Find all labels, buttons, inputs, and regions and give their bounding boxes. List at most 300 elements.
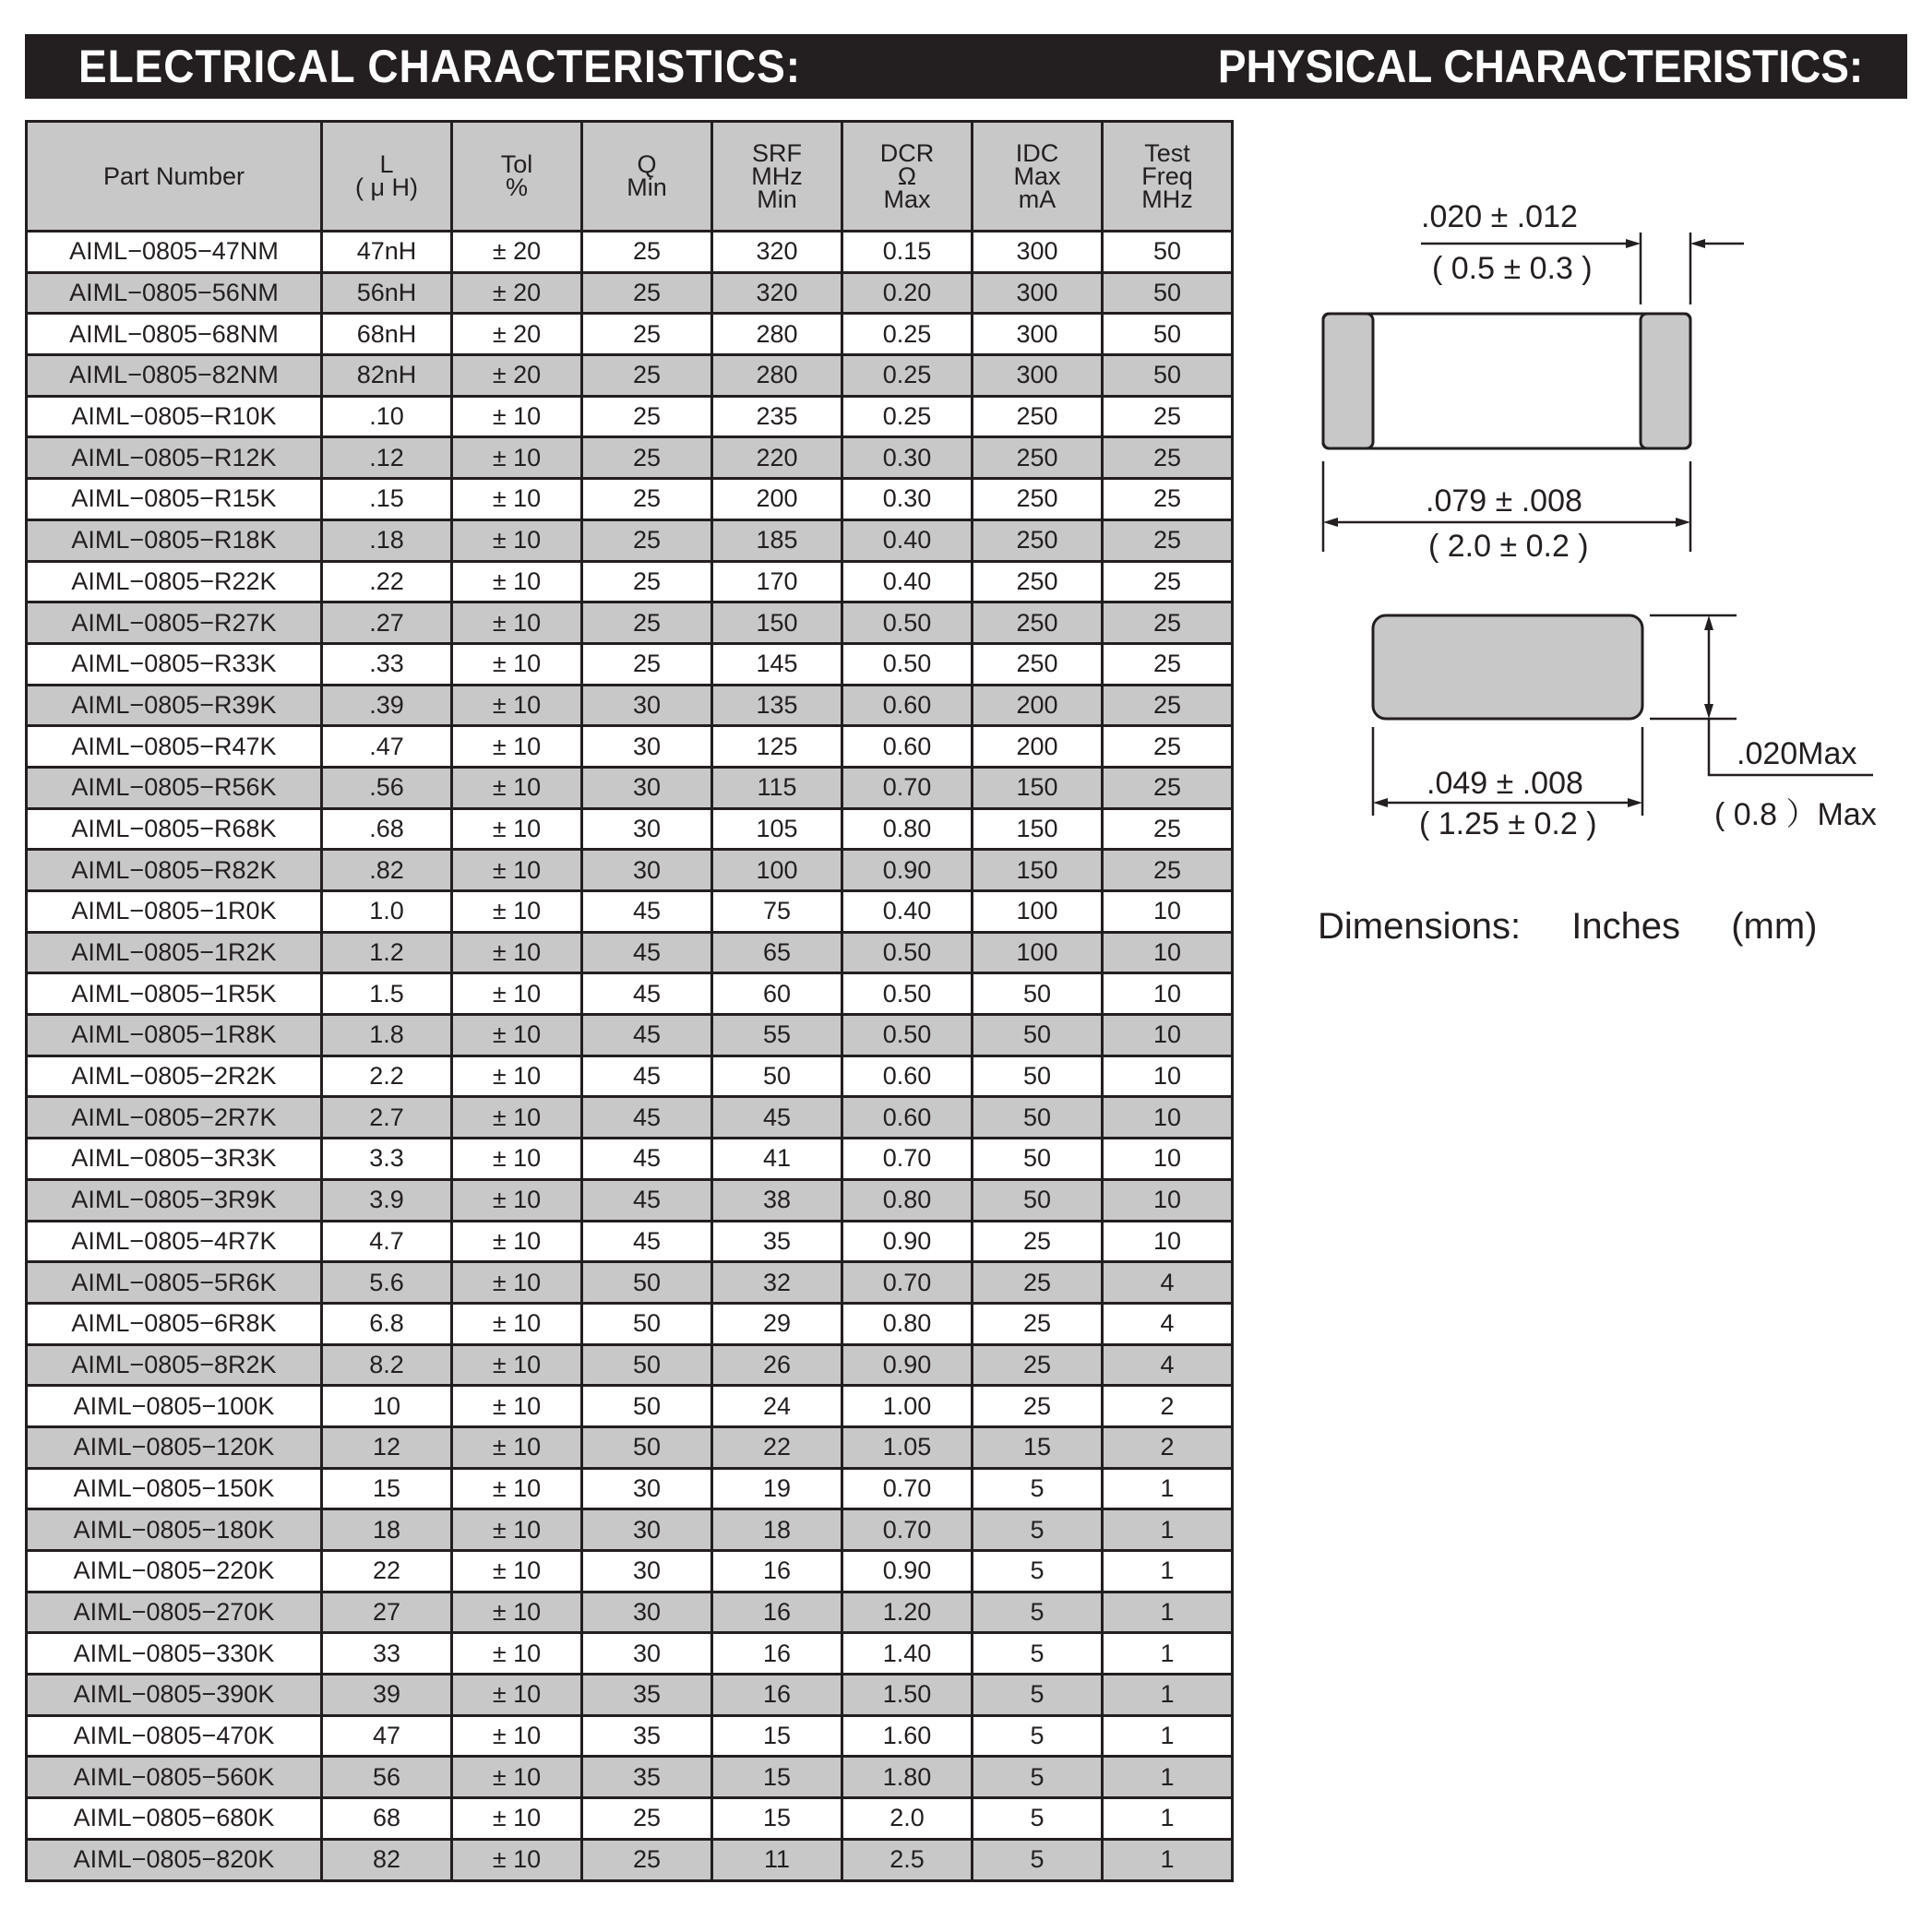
table-row [27, 1675, 1233, 1716]
table-cell: 25 [973, 1262, 1103, 1304]
table-cell: 25 [973, 1303, 1103, 1344]
table-cell: ± 10 [452, 1303, 582, 1344]
part-number-cell: AIML−0805−R15K [27, 479, 322, 520]
table-cell: 105 [712, 808, 842, 850]
table-cell: .68 [322, 808, 452, 850]
table-cell: 1.60 [842, 1715, 973, 1757]
table-cell: ± 10 [452, 1262, 582, 1304]
part-number-cell: AIML−0805−R33K [27, 643, 322, 685]
table-cell: 18 [322, 1509, 452, 1551]
table-cell: ± 10 [452, 1839, 582, 1880]
table-cell: 30 [582, 850, 712, 891]
part-number-cell: AIML−0805−R39K [27, 685, 322, 726]
table-cell: ± 10 [452, 1139, 582, 1180]
table-cell: 45 [582, 1179, 712, 1221]
part-number-cell: AIML−0805−180K [27, 1509, 322, 1551]
part-number-cell: AIML−0805−R82K [27, 850, 322, 891]
table-row [27, 1015, 1233, 1056]
table-row [27, 1798, 1233, 1840]
table-cell: 320 [712, 232, 842, 273]
table-cell: 10 [1103, 1221, 1233, 1262]
dimensions-caption [1318, 906, 1857, 948]
table-cell: 1 [1103, 1757, 1233, 1798]
table-cell: 35 [712, 1221, 842, 1262]
table-cell: 1.8 [322, 1015, 452, 1056]
table-cell: 25 [1103, 437, 1233, 479]
table-cell: 50 [582, 1303, 712, 1344]
table-cell: 24 [712, 1386, 842, 1427]
table-row [27, 602, 1233, 644]
table-cell: 25 [582, 1798, 712, 1840]
column-header-line: Freq [1141, 161, 1193, 190]
table-cell: ± 10 [452, 973, 582, 1015]
component-body-side-view [1373, 615, 1642, 719]
table-row [27, 767, 1233, 808]
table-cell: 300 [973, 272, 1103, 314]
table-cell: 5 [973, 1798, 1103, 1840]
table-cell: 1.00 [842, 1386, 973, 1427]
table-cell: 250 [973, 561, 1103, 602]
table-cell: 200 [973, 685, 1103, 726]
table-cell: 1 [1103, 1633, 1233, 1675]
table-cell: 32 [712, 1262, 842, 1304]
table-cell: 150 [973, 850, 1103, 891]
table-cell: 185 [712, 519, 842, 561]
table-row [27, 726, 1233, 768]
table-cell: ± 10 [452, 1386, 582, 1427]
table-cell: 1.05 [842, 1426, 973, 1468]
table-cell: 10 [1103, 891, 1233, 933]
table-cell: 100 [712, 850, 842, 891]
terminal-width-mm: ( 0.5 ± 0.3 ) [1432, 251, 1593, 286]
part-number-cell: AIML−0805−820K [27, 1839, 322, 1880]
table-cell: 0.20 [842, 272, 973, 314]
column-header-line: SRF [752, 138, 802, 167]
table-cell: 25 [1103, 396, 1233, 437]
table-cell: 22 [712, 1426, 842, 1468]
table-cell: 0.80 [842, 1303, 973, 1344]
table-cell: 170 [712, 561, 842, 602]
part-number-cell: AIML−0805−R68K [27, 808, 322, 850]
table-cell: 26 [712, 1344, 842, 1386]
table-cell: 25 [973, 1221, 1103, 1262]
table-cell: 30 [582, 1509, 712, 1551]
table-cell: 41 [712, 1139, 842, 1180]
table-row [27, 1839, 1233, 1880]
table-cell: ± 10 [452, 932, 582, 973]
part-number-cell: AIML−0805−2R7K [27, 1097, 322, 1139]
table-cell: ± 10 [452, 602, 582, 644]
table-cell: 50 [582, 1262, 712, 1304]
width-mm: ( 1.25 ± 0.2 ) [1419, 806, 1597, 841]
length-mm: ( 2.0 ± 0.2 ) [1428, 529, 1589, 564]
table-cell: 45 [582, 1097, 712, 1139]
table-cell: 56nH [322, 272, 452, 314]
table-cell: 30 [582, 767, 712, 808]
table-cell: 5 [973, 1633, 1103, 1675]
table-row [27, 396, 1233, 437]
table-cell: ± 10 [452, 1468, 582, 1509]
table-cell: 25 [1103, 767, 1233, 808]
table-row [27, 479, 1233, 520]
table-cell: ± 20 [452, 355, 582, 397]
table-row [27, 561, 1233, 602]
part-number-cell: AIML−0805−82NM [27, 355, 322, 397]
table-cell: 0.70 [842, 767, 973, 808]
column-header-line: Tol [500, 150, 533, 178]
table-row [27, 1426, 1233, 1468]
table-cell: ± 10 [452, 1757, 582, 1798]
column-header-line: ( μ H) [354, 173, 419, 201]
electrical-characteristics-table [25, 120, 1234, 1882]
table-cell: 50 [973, 1097, 1103, 1139]
part-number-cell: AIML−0805−1R2K [27, 932, 322, 973]
table-cell: 0.70 [842, 1262, 973, 1304]
table-cell: 4 [1103, 1262, 1233, 1304]
table-cell: ± 20 [452, 314, 582, 355]
table-cell: 150 [973, 767, 1103, 808]
table-cell: 25 [1103, 685, 1233, 726]
table-cell: 30 [582, 1551, 712, 1592]
table-cell: 150 [973, 808, 1103, 850]
table-cell: 30 [582, 1633, 712, 1675]
table-row [27, 272, 1233, 314]
table-cell: 18 [712, 1509, 842, 1551]
table-cell: 0.80 [842, 808, 973, 850]
table-cell: ± 10 [452, 767, 582, 808]
table-row [27, 1633, 1233, 1675]
table-cell: 15 [712, 1757, 842, 1798]
part-number-cell: AIML−0805−270K [27, 1592, 322, 1633]
table-cell: 3.3 [322, 1139, 452, 1180]
table-row [27, 1592, 1233, 1633]
table-cell: 0.90 [842, 1221, 973, 1262]
table-cell: .56 [322, 767, 452, 808]
column-header [842, 122, 973, 232]
part-number-cell: AIML−0805−R12K [27, 437, 322, 479]
part-number-cell: AIML−0805−1R8K [27, 1015, 322, 1056]
table-cell: 30 [582, 1468, 712, 1509]
table-cell: .15 [322, 479, 452, 520]
table-cell: 50 [1103, 355, 1233, 397]
table-row [27, 519, 1233, 561]
table-cell: ± 20 [452, 272, 582, 314]
table-row [27, 1097, 1233, 1139]
part-number-cell: AIML−0805−R18K [27, 519, 322, 561]
table-cell: 30 [582, 808, 712, 850]
table-cell: 1.80 [842, 1757, 973, 1798]
table-cell: 39 [322, 1675, 452, 1716]
part-number-cell: AIML−0805−100K [27, 1386, 322, 1427]
table-cell: 25 [1103, 479, 1233, 520]
table-cell: 25 [582, 602, 712, 644]
table-cell: 38 [712, 1179, 842, 1221]
table-cell: 0.60 [842, 726, 973, 768]
column-header-line: Test [1144, 138, 1190, 167]
table-row [27, 643, 1233, 685]
table-cell: 12 [322, 1426, 452, 1468]
table-cell: .47 [322, 726, 452, 768]
table-cell: 1 [1103, 1715, 1233, 1757]
table-cell: 1 [1103, 1509, 1233, 1551]
table-cell: 0.60 [842, 1097, 973, 1139]
table-cell: ± 10 [452, 1055, 582, 1097]
table-cell: 25 [582, 561, 712, 602]
column-header [582, 122, 712, 232]
table-cell: 16 [712, 1592, 842, 1633]
part-number-cell: AIML−0805−330K [27, 1633, 322, 1675]
table-cell: ± 10 [452, 1179, 582, 1221]
part-number-cell: AIML−0805−680K [27, 1798, 322, 1840]
table-cell: 25 [582, 519, 712, 561]
table-cell: 4.7 [322, 1221, 452, 1262]
table-cell: 68 [322, 1798, 452, 1840]
table-cell: 250 [973, 602, 1103, 644]
table-cell: 56 [322, 1757, 452, 1798]
table-cell: 0.30 [842, 479, 973, 520]
table-cell: 2.2 [322, 1055, 452, 1097]
table-cell: 35 [582, 1675, 712, 1716]
table-cell: 5 [973, 1592, 1103, 1633]
column-header-line: Max [883, 185, 931, 213]
table-cell: ± 10 [452, 561, 582, 602]
table-cell: 250 [973, 519, 1103, 561]
table-cell: 0.30 [842, 437, 973, 479]
part-number-cell: AIML−0805−3R9K [27, 1179, 322, 1221]
part-number-cell: AIML−0805−390K [27, 1675, 322, 1716]
table-cell: ± 10 [452, 1715, 582, 1757]
table-cell: 47nH [322, 232, 452, 273]
part-number-cell: AIML−0805−56NM [27, 272, 322, 314]
table-cell: 15 [322, 1468, 452, 1509]
table-row [27, 973, 1233, 1015]
table-cell: .22 [322, 561, 452, 602]
table-cell: ± 10 [452, 396, 582, 437]
table-row [27, 1468, 1233, 1509]
column-header [712, 122, 842, 232]
table-cell: 55 [712, 1015, 842, 1056]
table-cell: ± 10 [452, 1344, 582, 1386]
height-mm: ( 0.8 ）Max [1714, 797, 1877, 832]
column-header-line: Min [627, 173, 667, 201]
component-body-top-view [1323, 314, 1690, 448]
table-cell: 45 [582, 1221, 712, 1262]
table-cell: 235 [712, 396, 842, 437]
column-header [322, 122, 452, 232]
table-row [27, 1262, 1233, 1304]
table-row [27, 1055, 1233, 1097]
table-cell: 280 [712, 355, 842, 397]
part-number-cell: AIML−0805−2R2K [27, 1055, 322, 1097]
table-cell: 1 [1103, 1468, 1233, 1509]
table-cell: 60 [712, 973, 842, 1015]
table-row [27, 932, 1233, 973]
part-number-cell: AIML−0805−6R8K [27, 1303, 322, 1344]
column-header-line: Q [637, 150, 657, 178]
table-cell: 25 [582, 396, 712, 437]
table-cell: 10 [1103, 932, 1233, 973]
table-cell: 0.50 [842, 643, 973, 685]
table-cell: 68nH [322, 314, 452, 355]
table-cell: 25 [1103, 850, 1233, 891]
column-header-line: Min [757, 185, 797, 213]
table-cell: 1.2 [322, 932, 452, 973]
table-cell: 25 [582, 643, 712, 685]
table-cell: 25 [582, 355, 712, 397]
table-cell: ± 10 [452, 1015, 582, 1056]
table-row [27, 314, 1233, 355]
part-number-cell: AIML−0805−1R5K [27, 973, 322, 1015]
table-cell: 220 [712, 437, 842, 479]
table-cell: 5 [973, 1509, 1103, 1551]
table-row [27, 355, 1233, 397]
table-row [27, 437, 1233, 479]
table-cell: 16 [712, 1675, 842, 1716]
table-cell: ± 10 [452, 1426, 582, 1468]
table-cell: ± 10 [452, 479, 582, 520]
part-number-cell: AIML−0805−8R2K [27, 1344, 322, 1386]
part-number-cell: AIML−0805−R47K [27, 726, 322, 768]
part-number-cell: AIML−0805−560K [27, 1757, 322, 1798]
table-cell: 27 [322, 1592, 452, 1633]
part-number-cell: AIML−0805−5R6K [27, 1262, 322, 1304]
table-cell: 250 [973, 437, 1103, 479]
column-header-line: DCR [879, 138, 935, 167]
table-cell: 50 [712, 1055, 842, 1097]
table-cell: 10 [1103, 1097, 1233, 1139]
physical-dimensions-drawing [1301, 166, 1901, 996]
table-row [27, 1344, 1233, 1386]
table-cell: ± 10 [452, 1592, 582, 1633]
table-cell: 300 [973, 232, 1103, 273]
table-cell: ± 10 [452, 1221, 582, 1262]
column-header-line: MHz [751, 161, 803, 190]
table-header-row [27, 122, 1233, 232]
table-cell: .12 [322, 437, 452, 479]
part-number-cell: AIML−0805−470K [27, 1715, 322, 1757]
caption-mm: (mm) [1731, 906, 1818, 947]
part-number-cell: AIML−0805−R22K [27, 561, 322, 602]
table-cell: 33 [322, 1633, 452, 1675]
table-cell: 5 [973, 1551, 1103, 1592]
electrical-characteristics-title: ELECTRICAL CHARACTERISTICS: [78, 41, 801, 92]
table-row [27, 1509, 1233, 1551]
table-cell: 25 [582, 232, 712, 273]
table-cell: 22 [322, 1551, 452, 1592]
table-cell: 100 [973, 932, 1103, 973]
part-number-cell: AIML−0805−4R7K [27, 1221, 322, 1262]
table-row [27, 232, 1233, 273]
table-cell: 45 [582, 932, 712, 973]
table-cell: 0.40 [842, 561, 973, 602]
table-cell: 45 [582, 891, 712, 933]
table-row [27, 850, 1233, 891]
table-cell: 115 [712, 767, 842, 808]
table-cell: ± 10 [452, 1097, 582, 1139]
table-cell: 1 [1103, 1592, 1233, 1633]
table-cell: 2 [1103, 1386, 1233, 1427]
width-inches: .049 ± .008 [1427, 766, 1583, 801]
table-row [27, 1139, 1233, 1180]
left-terminal [1323, 314, 1373, 448]
table-cell: 250 [973, 479, 1103, 520]
table-row [27, 1303, 1233, 1344]
table-cell: 50 [973, 1179, 1103, 1221]
column-header [1103, 122, 1233, 232]
part-number-cell: AIML−0805−R56K [27, 767, 322, 808]
table-cell: 65 [712, 932, 842, 973]
table-cell: 25 [973, 1386, 1103, 1427]
table-row [27, 1757, 1233, 1798]
table-cell: 200 [973, 726, 1103, 768]
table-cell: 0.70 [842, 1468, 973, 1509]
table-cell: 0.70 [842, 1509, 973, 1551]
table-cell: 5 [973, 1839, 1103, 1880]
column-header [973, 122, 1103, 232]
table-cell: ± 10 [452, 1798, 582, 1840]
height-inches: .020Max [1737, 736, 1857, 771]
table-cell: 10 [1103, 1015, 1233, 1056]
table-cell: 45 [582, 973, 712, 1015]
table-body [27, 232, 1233, 1881]
table-cell: 30 [582, 1592, 712, 1633]
table-cell: 15 [712, 1715, 842, 1757]
table-cell: 0.50 [842, 602, 973, 644]
table-cell: 50 [582, 1344, 712, 1386]
table-cell: 5 [973, 1468, 1103, 1509]
table-cell: 25 [1103, 643, 1233, 685]
table-cell: 10 [1103, 1055, 1233, 1097]
table-cell: 50 [582, 1386, 712, 1427]
table-cell: 0.80 [842, 1179, 973, 1221]
table-cell: .27 [322, 602, 452, 644]
table-cell: ± 10 [452, 437, 582, 479]
column-header-line: mA [1018, 185, 1057, 213]
table-cell: 300 [973, 314, 1103, 355]
part-number-cell: AIML−0805−220K [27, 1551, 322, 1592]
table-cell: 10 [322, 1386, 452, 1427]
table-cell: 25 [582, 272, 712, 314]
table-cell: ± 10 [452, 726, 582, 768]
table-cell: 2.7 [322, 1097, 452, 1139]
column-header-line: L [379, 150, 394, 178]
table-row [27, 1221, 1233, 1262]
table-cell: 50 [582, 1426, 712, 1468]
part-number-cell: AIML−0805−68NM [27, 314, 322, 355]
table-cell: 0.40 [842, 891, 973, 933]
part-number-cell: AIML−0805−120K [27, 1426, 322, 1468]
table-cell: ± 10 [452, 685, 582, 726]
table-cell: ± 10 [452, 891, 582, 933]
table-cell: 0.50 [842, 1015, 973, 1056]
table-cell: 50 [973, 1055, 1103, 1097]
table-cell: 45 [582, 1055, 712, 1097]
table-cell: 25 [1103, 602, 1233, 644]
table-cell: 25 [973, 1344, 1103, 1386]
column-header-line: % [505, 173, 528, 201]
table-cell: 0.90 [842, 1551, 973, 1592]
table-cell: 25 [582, 479, 712, 520]
caption-label: Dimensions: [1318, 906, 1522, 947]
table-cell: 0.25 [842, 396, 973, 437]
table-cell: 45 [582, 1015, 712, 1056]
table-cell: ± 10 [452, 519, 582, 561]
table-cell: 0.60 [842, 685, 973, 726]
table-cell: 25 [1103, 726, 1233, 768]
table-cell: ± 10 [452, 1509, 582, 1551]
table-cell: 50 [973, 1015, 1103, 1056]
table-cell: .10 [322, 396, 452, 437]
